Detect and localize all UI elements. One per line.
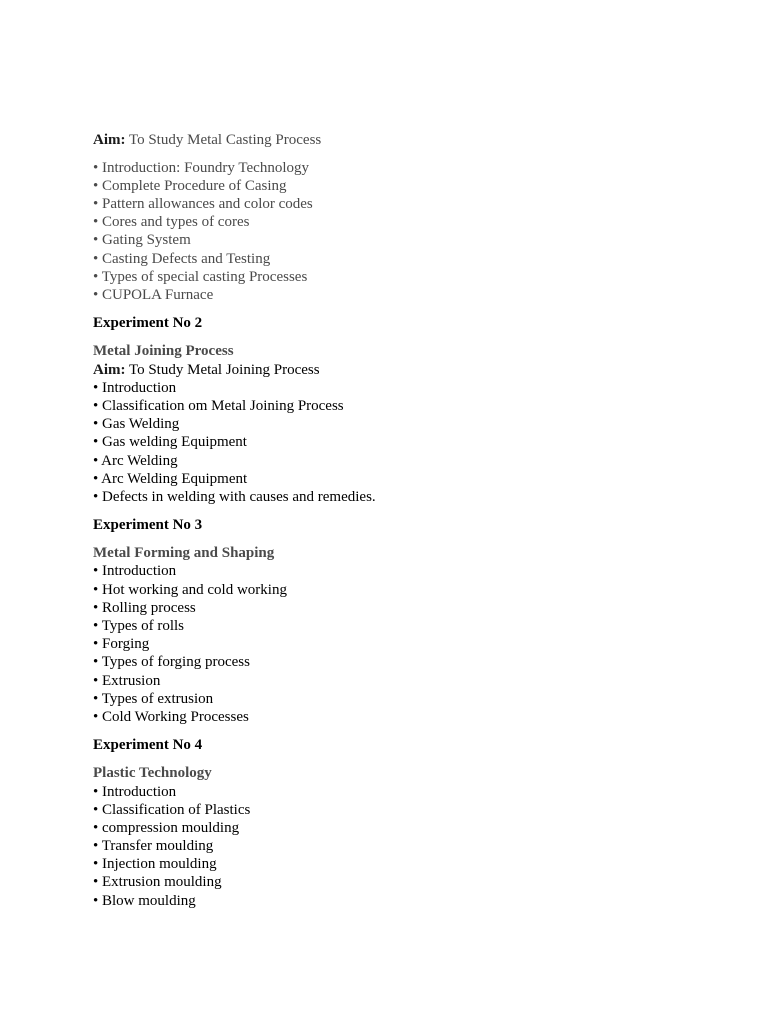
list-item: • Classification of Plastics [93,801,251,818]
joining-topic-list [93,379,733,506]
list-item: • Casting Defects and Testing [93,250,271,267]
plastic-topic-list [93,783,733,910]
aim-text: To Study Metal Casting Process [125,132,322,148]
forming-topic-list [93,562,733,726]
list-item: • compression moulding [93,819,240,836]
aim-line-casting [93,131,733,149]
list-item: • Cold Working Processes [93,708,249,725]
experiment-subtitle: Metal Forming and Shaping [93,545,275,562]
list-item: • CUPOLA Furnace [93,287,214,303]
list-item: • Gas Welding [93,416,180,433]
experiment-heading: Experiment No 4 [93,737,203,754]
list-item: • Hot working and cold working [93,581,287,598]
list-item: • Blow moulding [93,892,196,909]
list-item: • Introduction [93,563,177,580]
list-item: • Types of forging process [93,654,250,671]
list-item: • Classification om Metal Joining Process [93,397,344,414]
experiment-heading: Experiment No 3 [93,517,203,534]
document-page [93,131,733,910]
experiment-heading: Experiment No 2 [93,315,203,332]
list-item: • Cores and types of cores [93,214,250,231]
list-item: • Gas welding Equipment [93,434,247,451]
list-item: • Types of extrusion [93,690,214,707]
list-item: • Injection moulding [93,856,217,873]
aim-label: Aim: [93,132,126,148]
list-item: • Forging [93,636,150,653]
list-item: • Transfer moulding [93,838,214,855]
list-item: • Introduction: Foundry Technology [93,159,309,176]
experiment-subtitle: Plastic Technology [93,765,212,782]
list-item: • Extrusion moulding [93,874,222,891]
experiment-subtitle: Metal Joining Process [93,343,234,360]
aim-label: Aim: [93,361,126,378]
list-item: • Introduction [93,379,177,396]
list-item: • Rolling process [93,599,196,616]
list-item: • Complete Procedure of Casing [93,177,287,194]
aim-text: To Study Metal Joining Process [125,361,320,378]
list-item: • Arc Welding Equipment [93,470,248,487]
list-item: • Types of special casting Processes [93,268,308,285]
casting-topic-list [93,159,733,305]
list-item: • Defects in welding with causes and remedies. [93,488,376,505]
list-item: • Arc Welding [93,452,178,469]
list-item: • Gating System [93,232,191,249]
list-item: • Pattern allowances and color codes [93,196,313,213]
list-item: • Introduction [93,783,177,800]
list-item: • Types of rolls [93,618,185,634]
list-item: • Extrusion [93,672,161,689]
aim-line-joining [93,361,733,379]
